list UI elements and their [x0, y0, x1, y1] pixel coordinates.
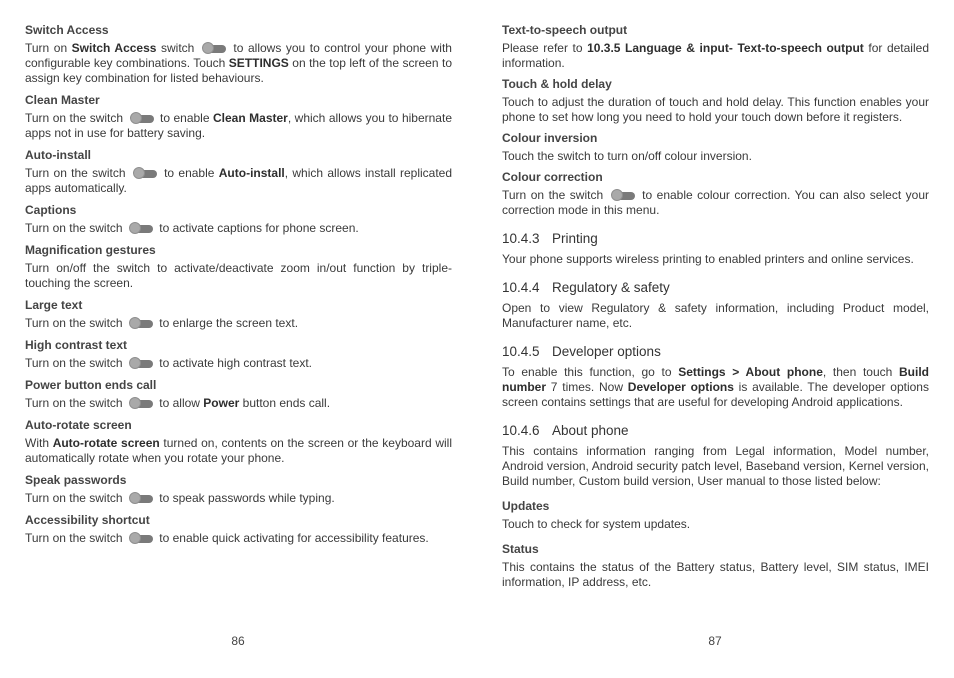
heading-speak-passwords: Speak passwords	[25, 473, 127, 487]
toggle-switch-icon	[129, 532, 153, 545]
text-run: to activate high contrast text.	[155, 356, 313, 370]
section-auto-install	[25, 148, 452, 196]
right-page	[502, 23, 929, 596]
section-tts	[502, 23, 929, 71]
section-high-contrast	[25, 338, 452, 371]
heading-power-button: Power button ends call	[25, 378, 157, 392]
text-clean-master	[25, 111, 452, 141]
text-run: Turn on the switch	[25, 356, 126, 370]
text-run: button ends call.	[239, 396, 331, 410]
section-colour-correction	[502, 170, 929, 218]
text-run: turned on, contents on the screen or the keyboard will automatically rotate when you rotate your phone.	[25, 436, 452, 465]
section-clean-master	[25, 93, 452, 141]
text-auto-rotate	[25, 436, 452, 466]
toggle-switch-icon	[130, 112, 154, 125]
section-number: 10.4.4	[502, 280, 540, 295]
heading-magnification: Magnification gestures	[25, 243, 156, 257]
section-captions	[25, 203, 452, 236]
heading-accessibility-shortcut: Accessibility shortcut	[25, 513, 150, 527]
text-high-contrast	[25, 356, 452, 371]
text-run: to enable colour correction. You can also select your correction mode in this menu.	[502, 188, 930, 217]
heading-status: Status	[502, 542, 539, 556]
toggle-switch-icon	[129, 397, 153, 410]
text-run: Turn on the switch	[25, 316, 126, 330]
text-run: Turn on the switch	[25, 166, 130, 180]
section-status	[502, 542, 929, 590]
heading-auto-install: Auto-install	[25, 148, 91, 162]
section-switch-access	[25, 23, 452, 86]
text-run: to allows you to control your phone with configurable key combinations. Touch	[25, 41, 452, 70]
section-auto-rotate	[25, 418, 452, 466]
toggle-switch-icon	[129, 222, 153, 235]
section-title: About phone	[552, 423, 629, 438]
text-regulatory: Open to view Regulatory & safety information, including Product model, Manufacturer name, etc.	[502, 301, 929, 330]
section-speak-passwords	[25, 473, 452, 506]
bold-run: Build number	[502, 365, 929, 394]
heading-about-phone	[502, 422, 929, 440]
heading-captions: Captions	[25, 203, 77, 217]
text-large-text	[25, 316, 452, 331]
text-updates: Touch to check for system updates.	[502, 517, 691, 531]
toggle-switch-icon	[611, 189, 635, 202]
page-number-left: 86	[231, 634, 245, 648]
text-run: Turn on the switch	[502, 188, 608, 202]
text-run: to enlarge the screen text.	[155, 316, 299, 330]
text-run: Turn on the switch	[25, 221, 126, 235]
text-colour-inversion: Touch the switch to turn on/off colour inversion.	[502, 149, 752, 163]
heading-regulatory	[502, 279, 929, 297]
toggle-switch-icon	[129, 357, 153, 370]
section-large-text	[25, 298, 452, 331]
section-number: 10.4.6	[502, 423, 540, 438]
heading-updates: Updates	[502, 499, 550, 513]
text-run: to enable	[156, 111, 213, 125]
bold-run: Developer options	[627, 380, 734, 394]
heading-colour-inversion: Colour inversion	[502, 131, 598, 145]
text-run: for detailed information.	[502, 41, 929, 70]
text-run: 7 times. Now	[546, 380, 628, 394]
toggle-switch-icon	[133, 167, 157, 180]
section-developer	[502, 343, 929, 410]
section-colour-inversion	[502, 131, 929, 164]
text-run: Turn on the switch	[25, 396, 126, 410]
section-updates	[502, 499, 929, 532]
text-run: , which allows install replicated apps automatically.	[25, 166, 453, 195]
toggle-switch-icon	[129, 492, 153, 505]
text-run: , which allows you to hibernate apps not in use for battery saving.	[25, 111, 452, 140]
text-colour-correction	[502, 188, 929, 218]
section-regulatory	[502, 279, 929, 331]
text-power-button	[25, 396, 452, 411]
section-title: Printing	[552, 231, 598, 246]
text-captions	[25, 221, 452, 236]
bold-run: 10.3.5 Language & input- Text-to-speech output	[587, 41, 864, 55]
text-accessibility-shortcut	[25, 531, 452, 546]
text-run: to activate captions for phone screen.	[155, 221, 359, 235]
text-run: to allow	[155, 396, 204, 410]
text-auto-install	[25, 166, 452, 196]
heading-clean-master: Clean Master	[25, 93, 100, 107]
page-number-right: 87	[708, 634, 722, 648]
text-run: Turn on the switch	[25, 531, 126, 545]
bold-run: Auto-rotate screen	[52, 436, 160, 450]
text-run: Turn on the switch	[25, 491, 126, 505]
section-about-phone	[502, 422, 929, 489]
heading-developer	[502, 343, 929, 361]
heading-high-contrast: High contrast text	[25, 338, 128, 352]
bold-run: Switch Access	[71, 41, 157, 55]
heading-large-text: Large text	[25, 298, 83, 312]
section-printing	[502, 230, 929, 267]
text-tts	[502, 41, 929, 71]
text-run: Turn on	[25, 41, 72, 55]
heading-auto-rotate: Auto-rotate screen	[25, 418, 132, 432]
toggle-switch-icon	[129, 317, 153, 330]
toggle-switch-icon	[202, 42, 226, 55]
section-number: 10.4.5	[502, 344, 540, 359]
section-title: Developer options	[552, 344, 661, 359]
bold-run: Clean Master	[213, 111, 288, 125]
text-run: on the top left of the screen to assign key combination for listed behaviours.	[25, 56, 452, 85]
bold-run: SETTINGS	[228, 56, 289, 70]
heading-tts: Text-to-speech output	[502, 23, 628, 37]
text-run: to enable quick activating for accessibility features.	[155, 531, 429, 545]
bold-run: Power	[203, 396, 240, 410]
text-magnification: Turn on/off the switch to activate/deactivate zoom in/out function by triple-touching the screen.	[25, 261, 452, 290]
bold-run: Settings > About phone	[678, 365, 823, 379]
text-run: , then touch	[822, 365, 899, 379]
section-number: 10.4.3	[502, 231, 540, 246]
section-touch-hold	[502, 77, 929, 125]
text-run: switch	[156, 41, 199, 55]
text-run: is available. The developer options screen contains settings that are useful for developing Android applications.	[502, 380, 929, 409]
text-about-phone: This contains information ranging from Legal information, Model number, Android version, Android security patch level, Baseband version, Kernel version, Build number, Custom build version, User manual to those listed below:	[502, 444, 929, 488]
text-run: Turn on the switch	[25, 111, 127, 125]
text-run: to speak passwords while typing.	[155, 491, 335, 505]
heading-colour-correction: Colour correction	[502, 170, 603, 184]
left-page	[25, 23, 452, 553]
text-run: to enable	[159, 166, 219, 180]
text-speak-passwords	[25, 491, 452, 506]
text-run: With	[25, 436, 53, 450]
heading-printing	[502, 230, 929, 248]
section-accessibility-shortcut	[25, 513, 452, 546]
heading-touch-hold: Touch & hold delay	[502, 77, 612, 91]
section-title: Regulatory & safety	[552, 280, 670, 295]
text-run: Please refer to	[502, 41, 588, 55]
section-magnification	[25, 243, 452, 291]
text-status: This contains the status of the Battery status, Battery level, SIM status, IMEI information, IP address, etc.	[502, 560, 929, 589]
text-printing: Your phone supports wireless printing to enabled printers and online services.	[502, 252, 914, 266]
section-power-button	[25, 378, 452, 411]
heading-switch-access: Switch Access	[25, 23, 109, 37]
bold-run: Auto-install	[218, 166, 285, 180]
text-developer	[502, 365, 929, 410]
text-touch-hold: Touch to adjust the duration of touch and hold delay. This function enables your phone to set how long you need to hold your touch down before it registers.	[502, 95, 929, 124]
text-switch-access	[25, 41, 452, 86]
text-run: To enable this function, go to	[502, 365, 679, 379]
